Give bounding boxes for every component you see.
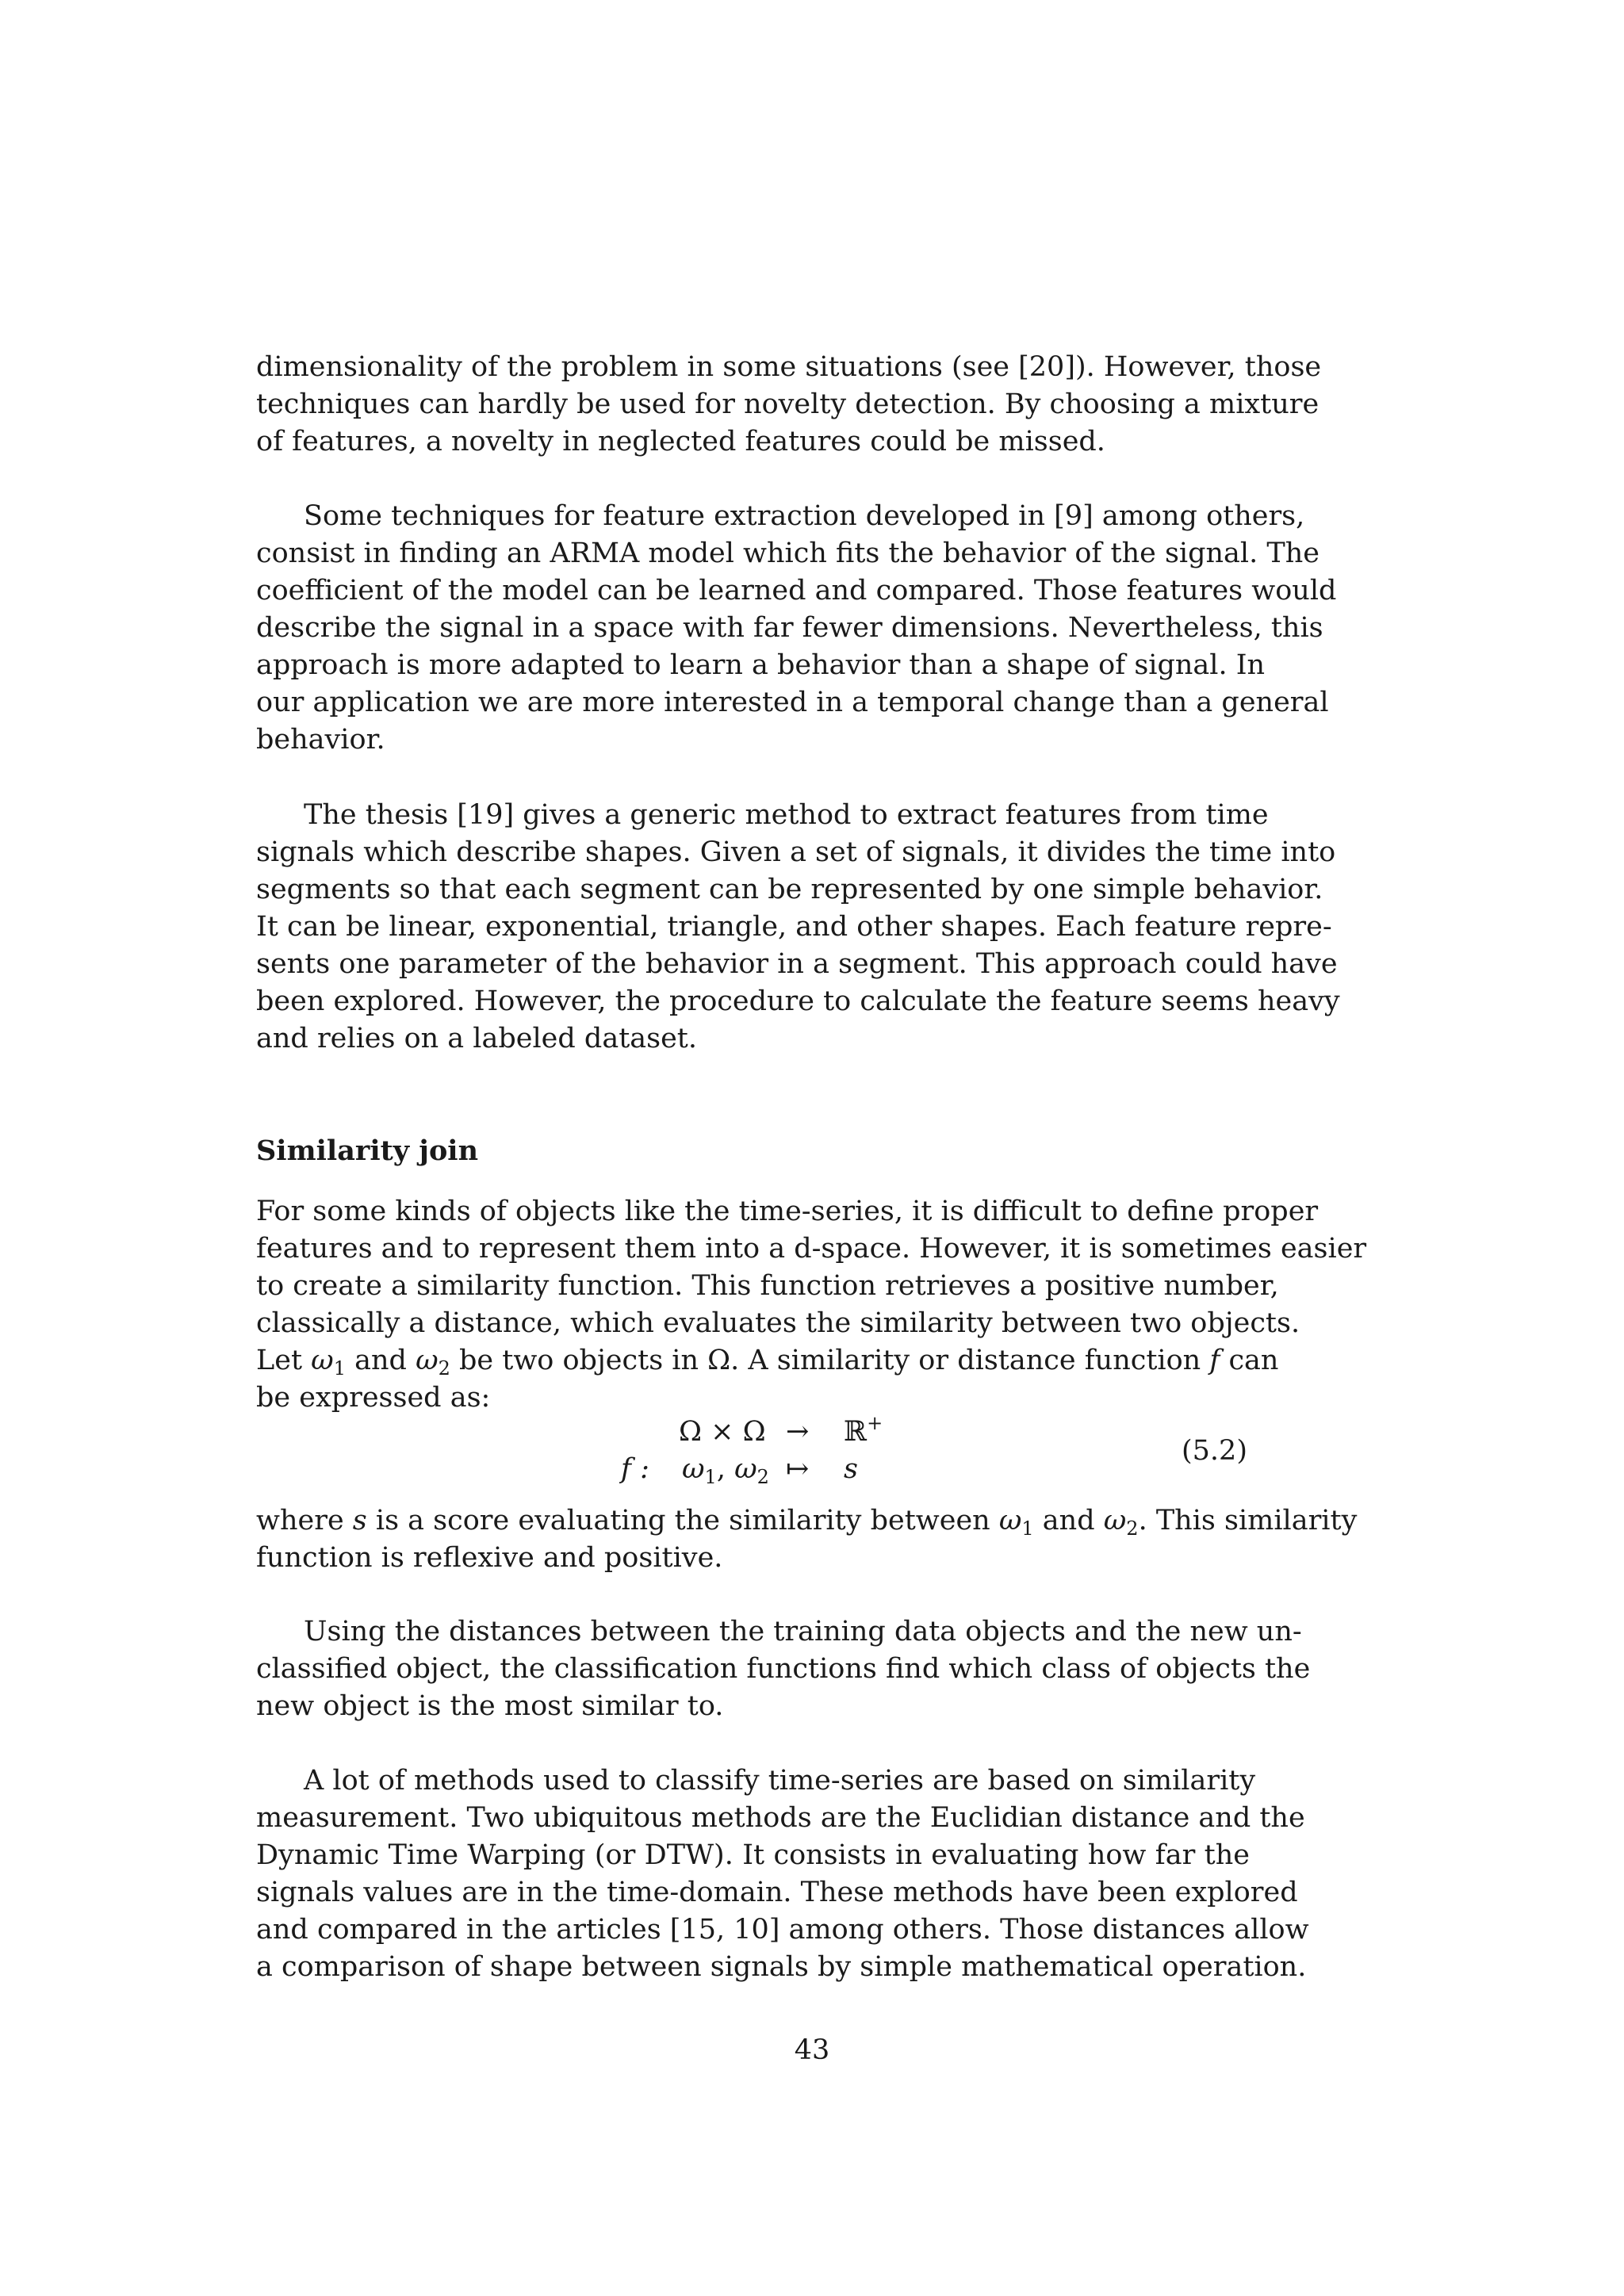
text-line: Some techniques for feature extraction developed in [9] among others, bbox=[304, 500, 1305, 532]
text-run: . This similarity bbox=[1138, 1505, 1358, 1536]
paragraph-4 bbox=[256, 1193, 1367, 1417]
text-line: classically a distance, which evaluates the similarity between two objects. bbox=[256, 1307, 1300, 1339]
math-subscript: 2 bbox=[438, 1357, 450, 1380]
text-line: new object is the most similar to. bbox=[256, 1690, 724, 1722]
math-omega: ω bbox=[416, 1345, 439, 1376]
text-line: consist in finding an ARMA model which fits the behavior of the signal. The bbox=[256, 538, 1320, 569]
text-line: dimensionality of the problem in some situations (see [20]). However, those bbox=[256, 351, 1322, 383]
text-run: can bbox=[1220, 1345, 1279, 1376]
math-omega: ω bbox=[998, 1505, 1022, 1536]
equation-arrow: → bbox=[786, 1416, 810, 1448]
text-line: describe the signal in a space with far fewer dimensions. Nevertheless, this bbox=[256, 612, 1323, 644]
text-line: Dynamic Time Warping (or DTW). It consists in evaluating how far the bbox=[256, 1839, 1250, 1871]
text-line bbox=[256, 1502, 1358, 1540]
text-line: A lot of methods used to classify time-series are based on similarity bbox=[304, 1765, 1256, 1797]
math-superscript: + bbox=[867, 1412, 883, 1434]
math-omega: ω bbox=[734, 1453, 757, 1485]
math-subscript: 1 bbox=[1021, 1517, 1034, 1540]
math-s: s bbox=[352, 1505, 367, 1536]
math-f: f bbox=[1209, 1345, 1220, 1376]
text-run: and bbox=[345, 1345, 416, 1376]
text-line: signals which describe shapes. Given a set of signals, it divides the time into bbox=[256, 836, 1336, 868]
text-line: been explored. However, the procedure to calculate the feature seems heavy bbox=[256, 985, 1340, 1017]
text-line: behavior. bbox=[256, 724, 385, 756]
text-line: coefficient of the model can be learned and compared. Those features would bbox=[256, 575, 1337, 607]
math-subscript: 1 bbox=[704, 1466, 717, 1488]
math-omega: ω bbox=[1103, 1505, 1127, 1536]
math-s: s bbox=[844, 1453, 858, 1485]
text-line: a comparison of shape between signals by simple mathematical operation. bbox=[256, 1951, 1307, 1983]
text-line: function is reflexive and positive. bbox=[256, 1542, 723, 1574]
math-subscript: 2 bbox=[756, 1466, 769, 1488]
equation-row-2-args bbox=[682, 1451, 769, 1488]
text-run: where bbox=[256, 1505, 353, 1536]
text-line: segments so that each segment can be represented by one simple behavior. bbox=[256, 874, 1323, 905]
text-run: be two objects in Ω. A similarity or distance function bbox=[450, 1345, 1210, 1376]
text-line: For some kinds of objects like the time-series, it is difficult to define proper bbox=[256, 1196, 1319, 1227]
text-run: Let bbox=[256, 1345, 312, 1376]
text-line: classified object, the classification functions find which class of objects the bbox=[256, 1653, 1311, 1685]
page-number: 43 bbox=[794, 2034, 830, 2066]
math-subscript: 2 bbox=[1126, 1517, 1139, 1540]
text-line: The thesis [19] gives a generic method to extract features from time bbox=[304, 799, 1269, 831]
section-heading: Similarity join bbox=[256, 1135, 479, 1167]
text-line: It can be linear, exponential, triangle, and other shapes. Each feature repre- bbox=[256, 911, 1332, 943]
text-line: measurement. Two ubiquitous methods are the Euclidian distance and the bbox=[256, 1802, 1305, 1834]
text-line: techniques can hardly be used for novelty detection. By choosing a mixture bbox=[256, 388, 1320, 420]
text-line: approach is more adapted to learn a behavior than a shape of signal. In bbox=[256, 649, 1266, 681]
paragraph-3 bbox=[256, 797, 1340, 1058]
paragraph-6 bbox=[256, 1613, 1311, 1725]
text-line: Using the distances between the training data objects and the new un- bbox=[304, 1616, 1302, 1647]
math-omega: ω bbox=[682, 1453, 705, 1485]
equation-row-1 bbox=[679, 1414, 766, 1451]
math-reals: ℝ bbox=[844, 1416, 868, 1448]
text-run: , bbox=[716, 1453, 735, 1485]
text-line: be expressed as: bbox=[256, 1382, 491, 1414]
math-subscript: 1 bbox=[333, 1357, 346, 1380]
text-run: and bbox=[1033, 1505, 1104, 1536]
text-line: signals values are in the time-domain. These methods have been explored bbox=[256, 1877, 1298, 1908]
text-line: sents one parameter of the behavior in a segment. This approach could have bbox=[256, 948, 1338, 980]
text-line: of features, a novelty in neglected features could be missed. bbox=[256, 426, 1105, 457]
paragraph-7 bbox=[256, 1762, 1309, 1986]
math-f: f : bbox=[621, 1453, 649, 1485]
text-line: to create a similarity function. This function retrieves a positive number, bbox=[256, 1270, 1279, 1302]
equation-result bbox=[844, 1451, 858, 1488]
text-line bbox=[256, 1342, 1279, 1380]
math-omega: ω bbox=[311, 1345, 334, 1376]
equation-mapsto: ↦ bbox=[786, 1453, 810, 1485]
paragraph-1 bbox=[256, 349, 1322, 461]
equation-codomain bbox=[844, 1414, 883, 1451]
text-line: features and to represent them into a d-space. However, it is sometimes easier bbox=[256, 1233, 1367, 1265]
paragraph-5 bbox=[256, 1502, 1358, 1577]
text-line: and relies on a labeled dataset. bbox=[256, 1023, 697, 1054]
text-run: is a score evaluating the similarity between bbox=[366, 1505, 999, 1536]
equation-number: (5.2) bbox=[1182, 1435, 1247, 1467]
equation-domain: Ω × Ω bbox=[679, 1416, 766, 1448]
text-line: and compared in the articles [15, 10] among others. Those distances allow bbox=[256, 1914, 1309, 1946]
paragraph-2 bbox=[256, 498, 1337, 759]
text-line: our application we are more interested in a temporal change than a general bbox=[256, 687, 1329, 718]
equation-row-2-prefix bbox=[621, 1451, 649, 1488]
